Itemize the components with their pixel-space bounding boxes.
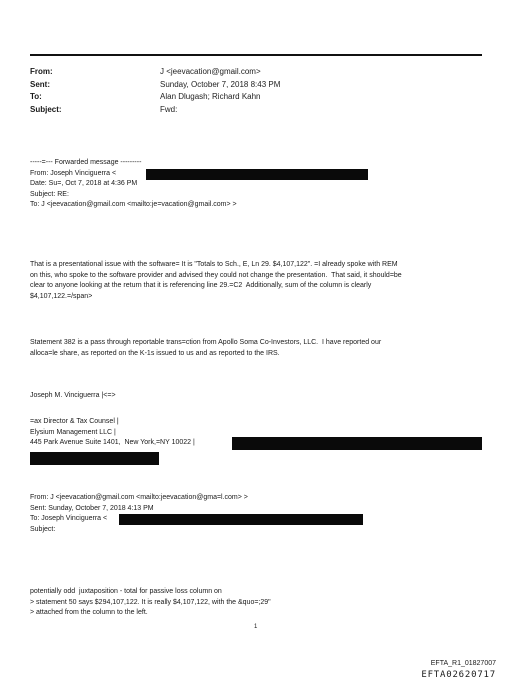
forwarded-to: To: J <jeevacation@gmail.com <mailto:je=vacation@gmail.com> > xyxy=(30,201,237,209)
redaction-box xyxy=(232,437,482,450)
forwarded-from: From: Joseph Vinciguerra < xyxy=(30,169,117,177)
subject-label: Subject: xyxy=(30,104,62,114)
paragraph-line: Statement 382 is a pass through reportable trans=ction from Apollo Soma Co-Investors, LLC. I have reported our xyxy=(30,339,382,346)
quoted-subject: Subject: xyxy=(30,525,56,533)
paragraph-line: alloca=le share, as reported on the K-1s issued to us and as reported to the IRS. xyxy=(30,349,280,357)
sent-label: Sent: xyxy=(30,79,50,89)
signature-company: Elysium Management LLC | xyxy=(30,428,116,436)
subject-value: Fwd: xyxy=(160,104,178,114)
from-label: From: xyxy=(30,67,53,76)
quoted-sent: Sent: Sunday, October 7, 2018 4:13 PM xyxy=(30,504,154,512)
signature-address: 445 Park Avenue Suite 1401, New York,=NY 10022 | xyxy=(30,439,195,447)
footer-reference-primary: EFTA_R1_01827007 xyxy=(430,660,496,667)
header-rule xyxy=(30,54,482,56)
forwarded-date: Date: Su=, Oct 7, 2018 at 4:36 PM xyxy=(30,180,138,188)
forwarded-marker: -----=--- Forwarded message --------- xyxy=(30,159,142,166)
redaction-box xyxy=(30,452,159,465)
quoted-from: From: J <jeevacation@gmail.com <mailto:jeevacation@gma=l.com> > xyxy=(30,494,248,501)
page-number: 1 xyxy=(254,624,258,630)
body-line: > attached from the column to the left. xyxy=(30,609,148,617)
forwarded-subject: Subject: RE: xyxy=(30,190,69,198)
email-header xyxy=(30,66,280,116)
quoted-to: To: Joseph Vinciguerra < xyxy=(30,515,108,523)
signature-title: =ax Director & Tax Counsel | xyxy=(30,418,119,425)
paragraph-line: clear to anyone looking at the return that it is referencing line 29.=C2 Additionally, sum of the column is clearly xyxy=(30,282,372,290)
to-label: To: xyxy=(30,92,42,101)
to-value: Alan Dlugash; Richard Kahn xyxy=(160,92,261,101)
signature-name: Joseph M. Vinciguerra |<=> xyxy=(30,392,116,399)
paragraph-line: $4,107,122.=/span> xyxy=(30,292,93,300)
footer-reference-secondary: EFTA02620717 xyxy=(421,670,496,680)
body-line: > statement 50 says $294,107,122. It is really $4,107,122, with the &quo=;29" xyxy=(30,598,271,606)
from-value: J <jeevacation@gmail.com> xyxy=(160,67,261,76)
paragraph-line: That is a presentational issue with the software= It is "Totals to Sch., E, Ln 29. $4,107,122". =I already spoke with REM xyxy=(30,261,398,268)
sent-value: Sunday, October 7, 2018 8:43 PM xyxy=(160,79,281,89)
redaction-box xyxy=(119,514,363,525)
paragraph-line: on this, who spoke to the software provider and advised they could not change the presentation. That said, it should=be xyxy=(30,271,402,279)
body-line: potentially odd juxtaposition - total for passive loss column on xyxy=(30,588,222,595)
